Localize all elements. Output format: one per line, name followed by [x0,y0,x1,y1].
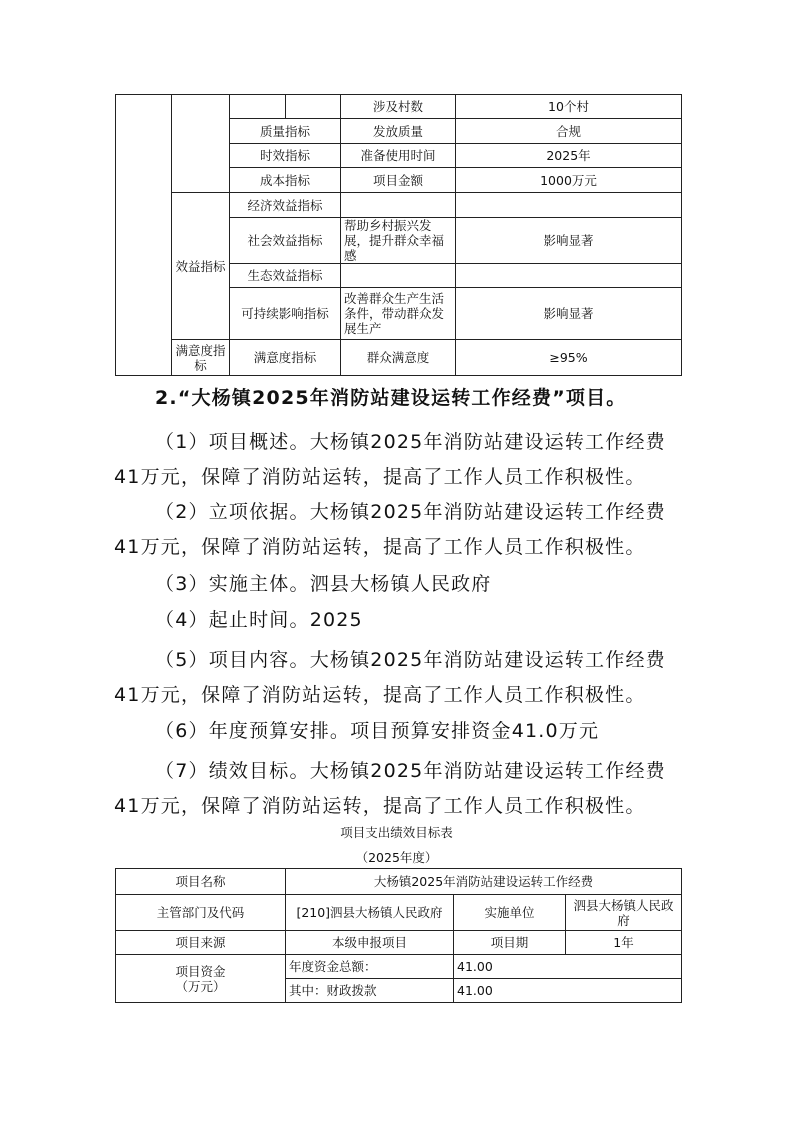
paragraph-basis-cont: 41万元，保障了消防站运转，提高了工作人员工作积极性。 [114,536,646,558]
indicator-value: 1000万元 [456,168,682,193]
fund-fiscal-label: 其中：财政拨款 [286,979,454,1003]
indicator-value: ≥95% [456,340,682,376]
source-label: 项目来源 [116,931,286,955]
indicator-value: 10个村 [456,95,682,119]
paragraph-overview: （1）项目概述。大杨镇2025年消防站建设运转工作经费 [155,431,666,453]
indicator-label: 准备使用时间 [341,144,456,168]
fund-label: 项目资金（万元） [116,955,286,1003]
paragraph-content-cont: 41万元，保障了消防站运转，提高了工作人员工作积极性。 [114,684,646,706]
period-value: 1年 [566,931,682,955]
unit-label: 实施单位 [454,895,566,931]
indicator-value: 2025年 [456,144,682,168]
paragraph-overview-cont: 41万元，保障了消防站运转，提高了工作人员工作积极性。 [114,466,646,488]
indicator-label: 项目金额 [341,168,456,193]
indicator-category: 质量指标 [230,119,341,144]
paragraph-goal-cont: 41万元，保障了消防站运转，提高了工作人员工作积极性。 [114,795,646,817]
paragraph-entity: （3）实施主体。泗县大杨镇人民政府 [155,573,492,595]
paragraph-content: （5）项目内容。大杨镇2025年消防站建设运转工作经费 [155,649,666,671]
project-name-value: 大杨镇2025年消防站建设运转工作经费 [286,869,682,895]
indicator-label: 改善群众生产生活条件，带动群众发展生产 [341,288,456,340]
satisfaction-group-cell: 满意度指标 [172,340,230,376]
indicator-value: 合规 [456,119,682,144]
source-value: 本级申报项目 [286,931,454,955]
indicator-category: 生态效益指标 [230,264,341,288]
benefit-group-cell: 效益指标 [172,193,230,340]
paragraph-period: （4）起止时间。2025 [155,609,363,631]
indicator-label: 群众满意度 [341,340,456,376]
paragraph-budget: （6）年度预算安排。项目预算安排资金41.0万元 [155,720,600,742]
indicator-category: 经济效益指标 [230,193,341,218]
section-heading: 2.“大杨镇2025年消防站建设运转工作经费”项目。 [155,387,627,409]
table-cell-blank [116,95,172,376]
fund-fiscal-value: 41.00 [454,979,682,1003]
table-cell-blank [230,95,286,119]
indicator-value [456,264,682,288]
indicator-value: 影响显著 [456,288,682,340]
indicator-category: 可持续影响指标 [230,288,341,340]
indicator-category: 时效指标 [230,144,341,168]
table-caption: 项目支出绩效目标表 [340,825,453,840]
indicator-label [341,264,456,288]
indicator-value: 影响显著 [456,218,682,264]
table-year: （2025年度） [355,850,438,865]
indicator-category: 社会效益指标 [230,218,341,264]
table-cell-blank [172,95,230,193]
fund-total-value: 41.00 [454,955,682,979]
period-label: 项目期 [454,931,566,955]
table-cell-blank [286,95,341,119]
dept-value: [210]泗县大杨镇人民政府 [286,895,454,931]
paragraph-basis: （2）立项依据。大杨镇2025年消防站建设运转工作经费 [155,501,666,523]
indicator-value [456,193,682,218]
indicator-label: 涉及村数 [341,95,456,119]
paragraph-goal: （7）绩效目标。大杨镇2025年消防站建设运转工作经费 [155,760,666,782]
unit-value: 泗县大杨镇人民政府 [566,895,682,931]
project-name-label: 项目名称 [116,869,286,895]
dept-label: 主管部门及代码 [116,895,286,931]
indicator-label: 发放质量 [341,119,456,144]
indicator-label [341,193,456,218]
indicator-category: 成本指标 [230,168,341,193]
fund-total-label: 年度资金总额： [286,955,454,979]
indicator-label: 帮助乡村振兴发展，提升群众幸福感 [341,218,456,264]
performance-target-table [115,868,682,1003]
indicator-category: 满意度指标 [230,340,341,376]
indicator-table [115,94,682,376]
